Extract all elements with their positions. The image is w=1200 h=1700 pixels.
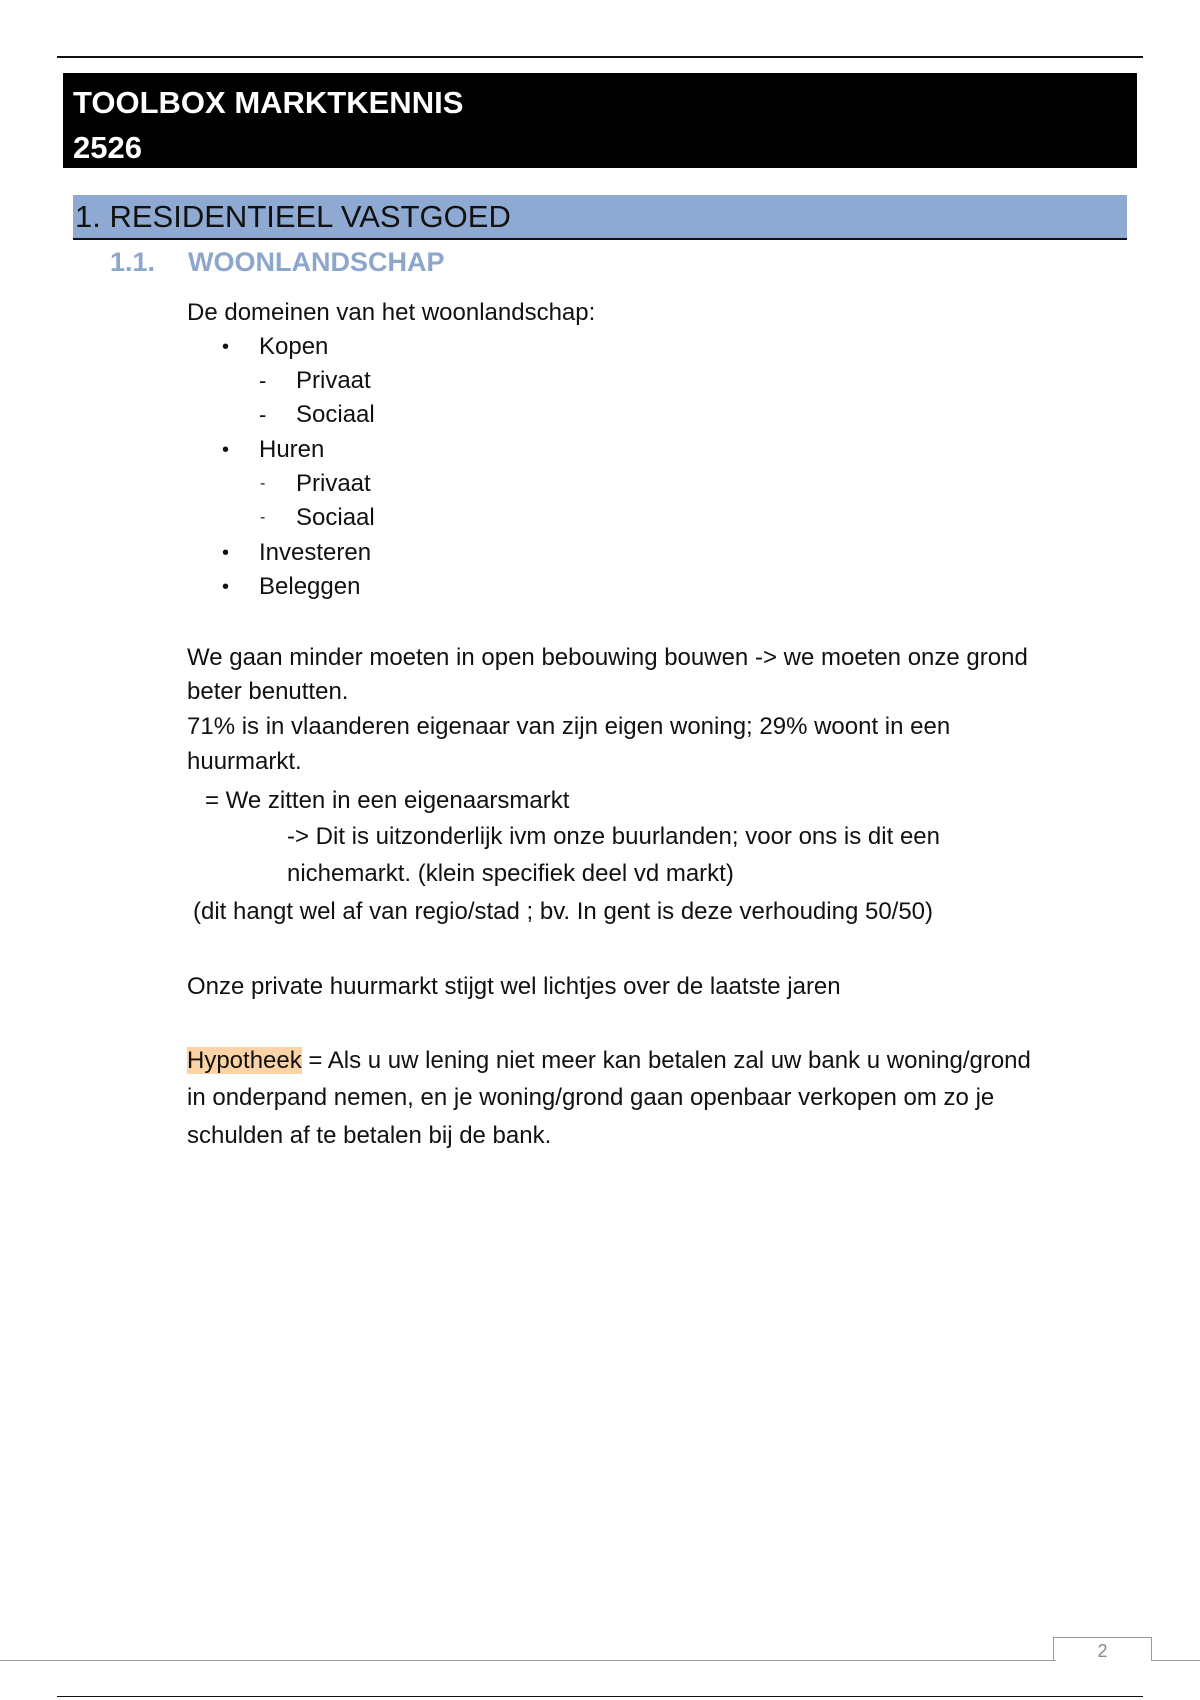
sub-item-kopen-sociaal: Sociaal [296,401,375,428]
domain-item-huren: Huren [259,436,325,463]
subsection-number: 1.1. [110,247,156,277]
document-title-block [63,73,1137,168]
regio-note: (dit hangt wel af van regio/stad ; bv. In gent is deze verhouding 50/50) [193,898,934,925]
bullet-icon: • [222,542,230,564]
hypotheek-line3: schulden af te betalen bij de bank. [187,1122,552,1149]
huurmarkt-note: Onze private huurmarkt stijgt wel lichtjes over de laatste jaren [187,973,841,1000]
hypotheek-term-highlight: Hypotheek [187,1047,302,1074]
top-border-rule [57,56,1143,58]
dash-icon: - [259,402,267,427]
dash-icon: - [260,475,266,492]
footer-rule-right [1152,1660,1200,1661]
sub-item-kopen-privaat: Privaat [296,367,371,394]
sub-item-huren-privaat: Privaat [296,470,371,497]
hypotheek-line1 [187,1044,1031,1078]
paragraph-eigenaar-line2: huurmarkt. [187,748,302,775]
bottom-border-rule [57,1696,1143,1697]
sub-item-huren-sociaal: Sociaal [296,504,375,531]
intro-text: De domeinen van het woonlandschap: [187,299,596,326]
subsection-heading [110,242,445,282]
subsection-title: WOONLANDSCHAP [188,247,445,277]
dash-icon: - [259,368,267,393]
dash-icon: - [260,509,266,526]
domain-item-kopen: Kopen [259,333,329,360]
paragraph-eigenaar-line1: 71% is in vlaanderen eigenaar van zijn eigen woning; 29% woont in een [187,713,951,740]
section-heading: 1. RESIDENTIEEL VASTGOED [73,195,1127,240]
paragraph-bebouwing-line2: beter benutten. [187,678,349,705]
hypotheek-line2: in onderpand nemen, en je woning/grond gaan openbaar verkopen om zo je [187,1084,995,1111]
uitzonderlijk-line1: -> Dit is uitzonderlijk ivm onze buurlanden; voor ons is dit een [287,823,940,850]
uitzonderlijk-line2: nichemarkt. (klein specifiek deel vd markt) [287,860,734,887]
bullet-icon: • [222,576,230,598]
document-title-line1: TOOLBOX MARKTKENNIS [73,85,464,120]
footer-rule [0,1660,1056,1661]
document-title-line2: 2526 [73,130,142,165]
page-number: 2 [1053,1637,1152,1661]
eigenaarsmarkt-text: = We zitten in een eigenaarsmarkt [205,787,570,814]
bullet-icon: • [222,439,230,461]
hypotheek-definition-start: = Als u uw lening niet meer kan betalen zal uw bank u woning/grond [301,1047,1031,1074]
domain-item-beleggen: Beleggen [259,573,361,600]
paragraph-bebouwing-line1: We gaan minder moeten in open bebouwing bouwen -> we moeten onze grond [187,644,1028,671]
domain-item-investeren: Investeren [259,539,372,566]
bullet-icon: • [222,336,230,358]
